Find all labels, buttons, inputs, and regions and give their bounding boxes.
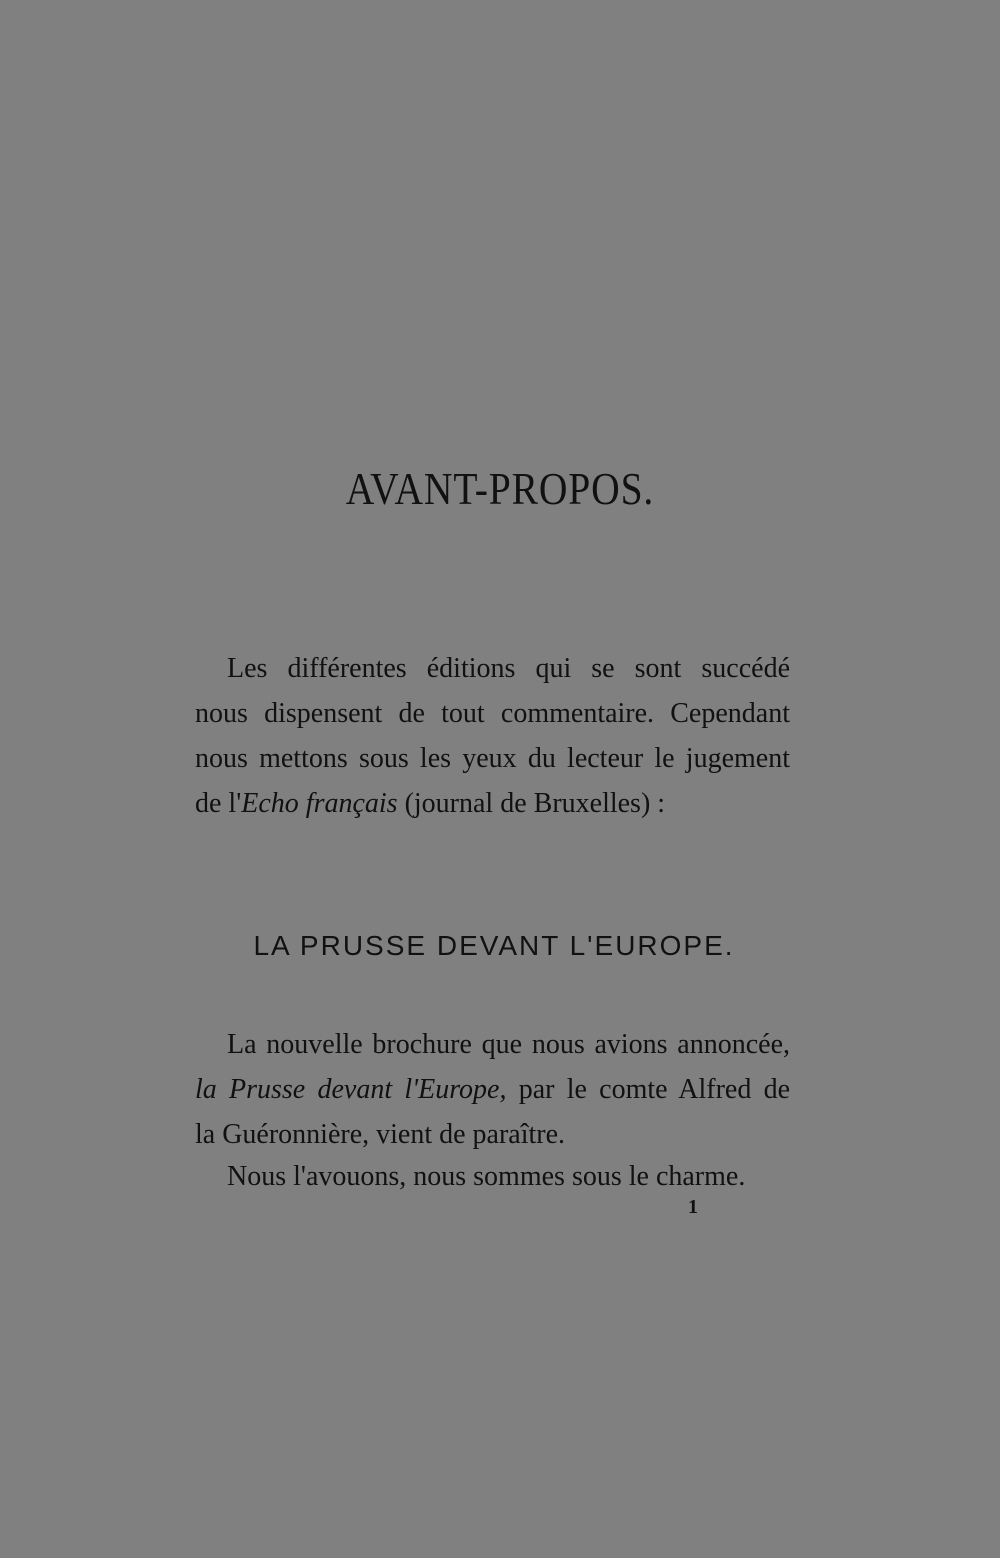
intro-line-4 [195,781,790,826]
body-line-2 [195,1067,790,1112]
page-title: AVANT-PROPOS. [345,463,655,514]
newspaper-name: Echo français [241,788,398,819]
intro-line-3: nous mettons sous les yeux du lecteur le jugement [195,743,790,774]
intro-paragraph [195,646,790,826]
body-line-1: La nouvelle brochure que nous avions annoncée, [227,1029,790,1060]
body-paragraph-2 [195,1154,790,1199]
intro-line-2: nous dispensent de tout commentaire. Cependant [195,698,790,729]
page-number: 1 [688,1196,698,1218]
body-line-2-suffix: par le comte Alfred de [506,1074,790,1105]
intro-line-4-suffix: (journal de Bruxelles) : [397,788,666,819]
intro-line-1: Les différentes éditions qui se sont succédé [227,653,790,684]
intro-line-4-prefix: de l' [195,788,242,819]
brochure-title: la Prusse devant l'Europe, [195,1074,507,1105]
body-line-4: Nous l'avouons, nous sommes sous le charme. [227,1161,746,1192]
body-line-3: la Guéronnière, vient de paraître. [195,1119,566,1150]
section-heading [0,930,1000,962]
section-heading-text: LA PRUSSE DEVANT L'EUROPE. [253,930,735,961]
body-paragraph-1 [195,1022,790,1157]
